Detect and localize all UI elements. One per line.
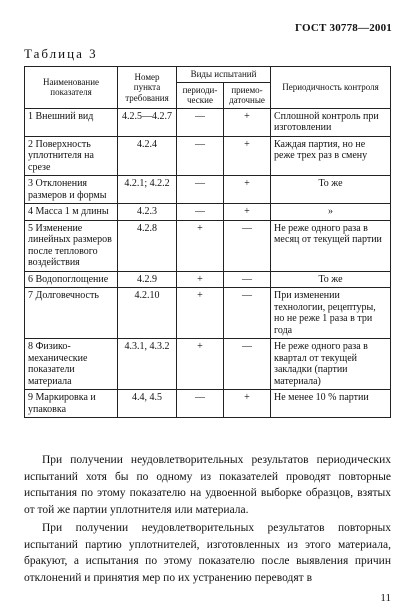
- row-clause: 4.2.1; 4.2.2: [118, 176, 177, 204]
- table-row: [25, 390, 391, 418]
- row-frequency: »: [271, 204, 391, 221]
- standard-designation: ГОСТ 30778—2001: [295, 22, 392, 34]
- row-frequency: Не реже одного раза в месяц от текущей партии: [271, 220, 391, 271]
- row-frequency: Не менее 10 % партии: [271, 390, 391, 418]
- table-row: [25, 220, 391, 271]
- row-frequency: Сплошной контроль при изготовлении: [271, 108, 391, 136]
- row-clause: 4.2.3: [118, 204, 177, 221]
- row-periodic: —: [177, 136, 224, 176]
- tests-table: [24, 66, 391, 418]
- row-name: 3 Отклонения размеров и формы: [25, 176, 118, 204]
- page-number: 11: [380, 592, 391, 604]
- row-clause: 4.2.8: [118, 220, 177, 271]
- row-acceptance: +: [224, 176, 271, 204]
- row-name: 5 Изменение линейных размеров после теплового воздействия: [25, 220, 118, 271]
- table-row: [25, 339, 391, 390]
- header-clause: Номер пункта требования: [118, 67, 177, 109]
- row-clause: 4.4, 4.5: [118, 390, 177, 418]
- row-acceptance: —: [224, 220, 271, 271]
- row-acceptance: +: [224, 136, 271, 176]
- row-periodic: —: [177, 390, 224, 418]
- row-frequency: Каждая партия, но не реже трех раз в смену: [271, 136, 391, 176]
- row-acceptance: +: [224, 204, 271, 221]
- row-periodic: +: [177, 220, 224, 271]
- row-clause: 4.2.10: [118, 288, 177, 339]
- row-name: 8 Физико-механические показатели материала: [25, 339, 118, 390]
- table-caption: Таблица 3: [24, 46, 98, 61]
- row-frequency: Не реже одного раза в квартал от текущей закладки (партии материала): [271, 339, 391, 390]
- row-periodic: +: [177, 288, 224, 339]
- header-acceptance: приемо-даточные: [224, 82, 271, 108]
- table-row: [25, 108, 391, 136]
- row-name: 6 Водопоглощение: [25, 271, 118, 288]
- header-name: Наименование показателя: [25, 67, 118, 109]
- row-name: 2 Поверхность уплотнителя на срезе: [25, 136, 118, 176]
- row-name: 7 Долговечность: [25, 288, 118, 339]
- row-periodic: —: [177, 176, 224, 204]
- row-acceptance: —: [224, 288, 271, 339]
- row-clause: 4.2.9: [118, 271, 177, 288]
- header-tests: Виды испытаний: [177, 67, 271, 83]
- row-name: 4 Масса 1 м длины: [25, 204, 118, 221]
- row-acceptance: +: [224, 390, 271, 418]
- table-row: [25, 288, 391, 339]
- row-periodic: +: [177, 271, 224, 288]
- row-acceptance: —: [224, 339, 271, 390]
- row-clause: 4.2.4: [118, 136, 177, 176]
- row-frequency: То же: [271, 176, 391, 204]
- row-frequency: При изменении технологии, рецептуры, но не реже 1 раза в три года: [271, 288, 391, 339]
- row-periodic: +: [177, 339, 224, 390]
- header-frequency: Периодичность контроля: [271, 67, 391, 109]
- paragraph-repeat-tests: При получении неудовлетворительных результатов периодических испытаний хотя бы по одному из показателей проводят повторные испытания по этому показателю на удвоенной выборке образцов, взятых от той же партии уплотнителя или материала.: [24, 454, 391, 516]
- table-row: [25, 176, 391, 204]
- header-periodic: периоди-ческие: [177, 82, 224, 108]
- row-name: 9 Маркировка и упаковка: [25, 390, 118, 418]
- row-clause: 4.3.1, 4.3.2: [118, 339, 177, 390]
- table-row: [25, 136, 391, 176]
- table-row: [25, 204, 391, 221]
- row-frequency: То же: [271, 271, 391, 288]
- row-clause: 4.2.5—4.2.7: [118, 108, 177, 136]
- paragraph-rejection: При получении неудовлетворительных результатов повторных испытаний партию уплотнителей, изготовленных из этого материала, бракуют, а испытания по этому показателю после выявления причин отклонений и принятия мер по их устранению переводят в: [24, 522, 391, 584]
- row-acceptance: —: [224, 271, 271, 288]
- row-periodic: —: [177, 204, 224, 221]
- row-periodic: —: [177, 108, 224, 136]
- row-acceptance: +: [224, 108, 271, 136]
- row-name: 1 Внешний вид: [25, 108, 118, 136]
- table-header-row: [25, 67, 391, 83]
- table-row: [25, 271, 391, 288]
